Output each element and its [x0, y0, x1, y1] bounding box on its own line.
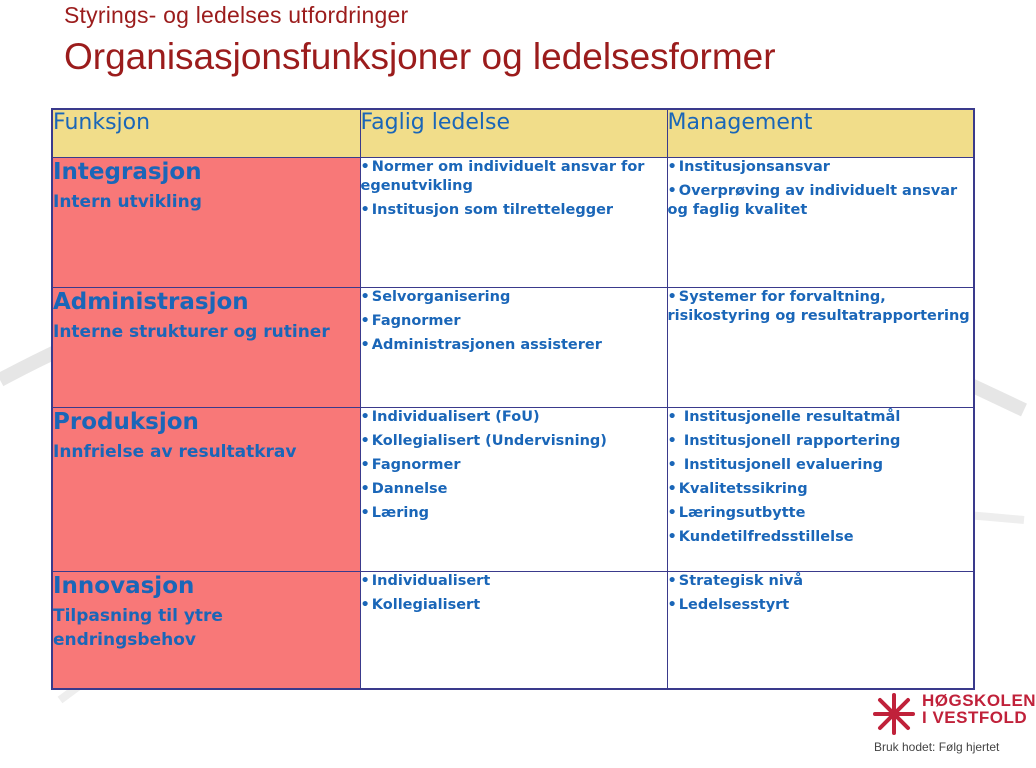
- function-cell: [52, 571, 360, 689]
- list-item: [668, 182, 974, 220]
- faglig-list: [361, 408, 667, 523]
- bullet-icon: •: [667, 288, 677, 305]
- list-item-text: Institusjonell evaluering: [678, 456, 884, 473]
- bullet-icon: •: [360, 408, 370, 425]
- bullet-icon: •: [667, 572, 677, 589]
- list-item: [668, 432, 974, 451]
- table-header-row: [52, 109, 974, 157]
- slide-title: Organisasjonsfunksjoner og ledelsesformer: [64, 36, 776, 77]
- list-item-text: Individualisert (FoU): [371, 408, 540, 425]
- function-cell: [52, 407, 360, 571]
- list-item: [668, 288, 974, 326]
- logo-line-1: HØGSKOLEN: [922, 691, 1036, 710]
- bullet-icon: •: [360, 201, 370, 218]
- bullet-icon: •: [667, 432, 677, 449]
- list-item-text: Kundetilfredsstillelse: [678, 528, 854, 545]
- snowflake-logo-icon: [872, 692, 916, 736]
- list-item-text: Dannelse: [371, 480, 448, 497]
- list-item: [668, 572, 974, 591]
- column-header-faglig-ledelse: Faglig ledelse: [360, 109, 667, 157]
- function-subtitle: Tilpasning til ytre endringsbehov: [53, 605, 223, 650]
- list-item-text: Kollegialisert: [371, 596, 481, 613]
- function-subtitle: Innfrielse av resultatkrav: [53, 441, 297, 462]
- logo-tagline: Bruk hodet: Følg hjertet: [874, 740, 1000, 754]
- management-cell: [667, 157, 974, 287]
- function-cell: [52, 287, 360, 407]
- bullet-icon: •: [360, 480, 370, 497]
- list-item-text: Overprøving av individuelt ansvar og faglig kvalitet: [667, 182, 958, 218]
- table-row: [52, 287, 974, 407]
- list-item: [668, 456, 974, 475]
- list-item-text: Kvalitetssikring: [678, 480, 808, 497]
- bullet-icon: •: [667, 596, 677, 613]
- bullet-icon: •: [360, 288, 370, 305]
- bullet-icon: •: [667, 504, 677, 521]
- faglig-cell: [360, 571, 667, 689]
- list-item: [361, 456, 667, 475]
- functions-table: [51, 108, 975, 690]
- bullet-icon: •: [667, 182, 677, 199]
- faglig-list: [361, 572, 667, 615]
- column-header-funksjon: Funksjon: [52, 109, 360, 157]
- list-item: [361, 288, 667, 307]
- list-item-text: Kollegialisert (Undervisning): [371, 432, 607, 449]
- table-row: [52, 571, 974, 689]
- list-item-text: Fagnormer: [371, 312, 461, 329]
- list-item: [361, 572, 667, 591]
- bullet-icon: •: [667, 456, 677, 473]
- list-item-text: Systemer for forvaltning, risikostyring og resultatrapportering: [667, 288, 970, 324]
- list-item: [668, 596, 974, 615]
- list-item-text: Institusjon som tilrettelegger: [371, 201, 614, 218]
- list-item: [668, 528, 974, 547]
- list-item: [361, 158, 667, 196]
- list-item-text: Fagnormer: [371, 456, 461, 473]
- bullet-icon: •: [667, 408, 677, 425]
- list-item-text: Administrasjonen assisterer: [371, 336, 602, 353]
- function-title: Innovasjon: [53, 572, 195, 599]
- function-title: Integrasjon: [53, 158, 202, 185]
- list-item-text: Strategisk nivå: [678, 572, 804, 589]
- list-item: [361, 432, 667, 451]
- faglig-cell: [360, 287, 667, 407]
- bullet-icon: •: [360, 572, 370, 589]
- list-item-text: Normer om individuelt ansvar for egenutvikling: [360, 158, 645, 194]
- list-item-text: Institusjonelle resultatmål: [678, 408, 901, 425]
- list-item: [361, 312, 667, 331]
- list-item: [668, 158, 974, 177]
- function-subtitle: Intern utvikling: [53, 191, 202, 212]
- list-item-text: Institusjonell rapportering: [678, 432, 901, 449]
- faglig-cell: [360, 407, 667, 571]
- logo-line-2: I VESTFOLD: [922, 708, 1028, 727]
- list-item: [361, 504, 667, 523]
- bullet-icon: •: [667, 528, 677, 545]
- management-list: [668, 572, 974, 615]
- faglig-list: [361, 288, 667, 355]
- function-title: Produksjon: [53, 408, 199, 435]
- management-list: [668, 288, 974, 326]
- list-item: [361, 408, 667, 427]
- list-item: [361, 336, 667, 355]
- bullet-icon: •: [667, 158, 677, 175]
- list-item-text: Individualisert: [371, 572, 491, 589]
- bullet-icon: •: [360, 432, 370, 449]
- slide-subtitle: Styrings- og ledelses utfordringer: [64, 2, 409, 28]
- list-item: [668, 408, 974, 427]
- hogskolen-logo: [868, 690, 1036, 760]
- list-item: [361, 596, 667, 615]
- bullet-icon: •: [360, 336, 370, 353]
- column-header-management: Management: [667, 109, 974, 157]
- table-row: [52, 407, 974, 571]
- list-item-text: Læring: [371, 504, 430, 521]
- bullet-icon: •: [360, 596, 370, 613]
- bullet-icon: •: [360, 504, 370, 521]
- faglig-cell: [360, 157, 667, 287]
- logo-name: [922, 692, 1036, 726]
- function-cell: [52, 157, 360, 287]
- management-cell: [667, 287, 974, 407]
- list-item-text: Læringsutbytte: [678, 504, 806, 521]
- bullet-icon: •: [667, 480, 677, 497]
- management-list: [668, 408, 974, 547]
- list-item-text: Institusjonsansvar: [678, 158, 830, 175]
- list-item-text: Selvorganisering: [371, 288, 511, 305]
- table-row: [52, 157, 974, 287]
- function-subtitle: Interne strukturer og rutiner: [53, 321, 330, 342]
- management-list: [668, 158, 974, 220]
- function-title: Administrasjon: [53, 288, 249, 315]
- list-item: [361, 480, 667, 499]
- list-item: [361, 201, 667, 220]
- list-item: [668, 480, 974, 499]
- bullet-icon: •: [360, 456, 370, 473]
- list-item: [668, 504, 974, 523]
- bullet-icon: •: [360, 312, 370, 329]
- faglig-list: [361, 158, 667, 220]
- management-cell: [667, 571, 974, 689]
- list-item-text: Ledelsesstyrt: [678, 596, 790, 613]
- management-cell: [667, 407, 974, 571]
- bullet-icon: •: [360, 158, 370, 175]
